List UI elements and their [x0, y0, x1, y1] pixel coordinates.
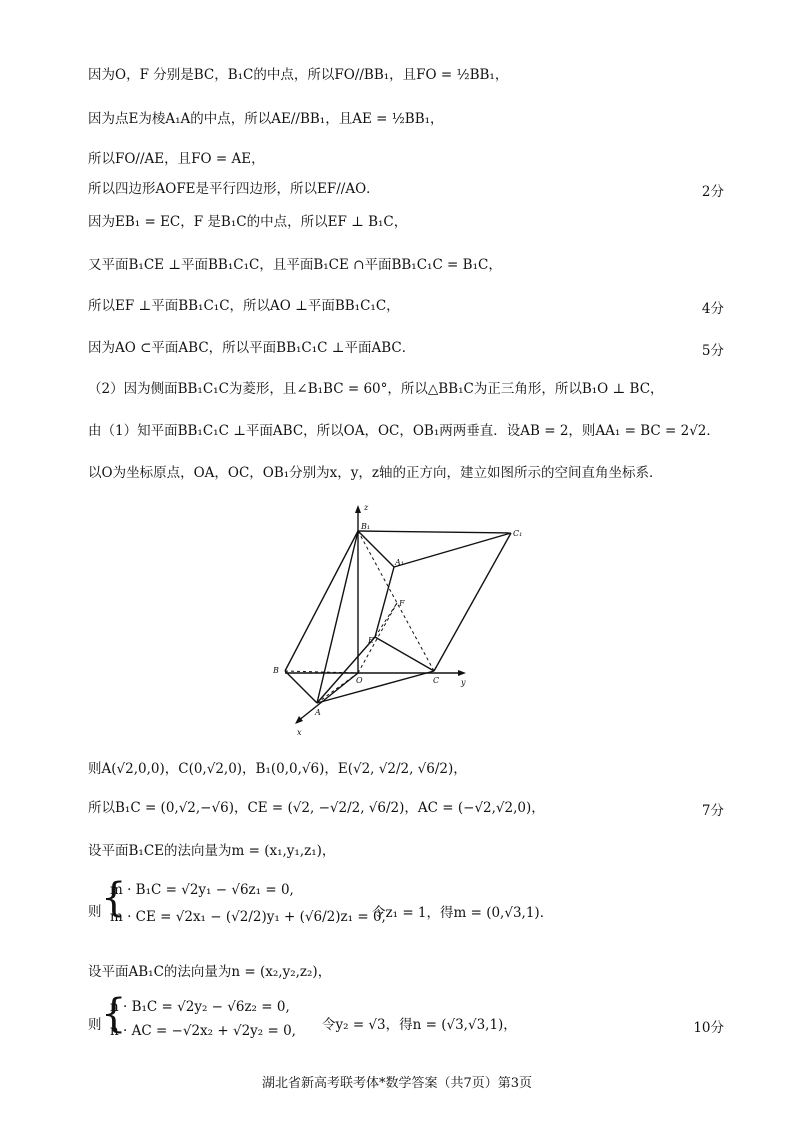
text-line-16: 设平面AB₁C的法向量为n = (x₂,y₂,z₂)，	[88, 964, 332, 980]
dashed-B1C	[358, 531, 434, 671]
page-footer: 湖北省新高考联考体*数学答案（共7页）第3页	[261, 1076, 533, 1091]
edge-B1B	[285, 531, 358, 671]
system1-eq2: m · CE = √2x₁ − (√2/2)y₁ + (√6/2)z₁ = 0,	[110, 909, 386, 925]
edge-EA	[317, 637, 375, 703]
system2-prefix: 则	[88, 1017, 102, 1033]
label-z: z	[364, 503, 369, 512]
system2-tail: 令y₂ = √3，得n = (√3,√3,1)，	[322, 1017, 517, 1033]
label-B1: B₁	[361, 522, 371, 531]
edge-BA	[285, 671, 317, 703]
text-line-10: 由（1）知平面BB₁C₁C ⊥平面ABC，所以OA，OC，OB₁两两垂直．设AB = 2，则AA₁ = BC = 2√2．	[88, 423, 720, 439]
system1-tail: 令z₁ = 1，得m = (0,√3,1)．	[372, 905, 554, 921]
score-10: 10分	[693, 1020, 724, 1036]
system2-eq2: n · AC = −√2x₂ + √2y₂ = 0,	[110, 1023, 296, 1039]
x-axis	[298, 673, 358, 721]
label-A1: A₁	[395, 558, 404, 567]
text-line-5: 因为EB₁ = EC，F 是B₁C的中点，所以EF ⊥ B₁C，	[88, 214, 408, 230]
label-x: x	[297, 728, 302, 737]
text-line-1: 因为O，F 分别是BC，B₁C的中点，所以FO//BB₁，且FO = ½BB₁，	[88, 67, 509, 83]
coordinate-figure	[265, 503, 535, 743]
edge-C1C	[434, 533, 511, 671]
system1-brace: {	[101, 875, 127, 921]
score-2: 2分	[701, 184, 724, 200]
score-5: 5分	[701, 343, 724, 359]
text-line-14: 设平面B₁CE的法向量为m = (x₁,y₁,z₁)，	[88, 843, 336, 859]
label-O: O	[356, 676, 363, 685]
label-C: C	[433, 676, 440, 685]
text-line-8: 因为AO ⊂平面ABC，所以平面BB₁C₁C ⊥平面ABC．	[88, 340, 416, 356]
system1-eq1: m · B₁C = √2y₁ − √6z₁ = 0,	[110, 882, 294, 898]
label-C1: C₁	[513, 529, 523, 538]
text-line-9: （2）因为侧面BB₁C₁C为菱形，且∠B₁BC = 60°，所以△BB₁C为正三角形，所以B₁O ⊥ BC，	[88, 381, 664, 397]
label-A: A	[315, 708, 321, 717]
label-y: y	[461, 678, 466, 687]
text-line-11: 以O为坐标原点，OA，OC，OB₁分别为x，y，z轴的正方向，建立如图所示的空间直角坐标系．	[88, 465, 663, 481]
text-line-2: 因为点E为棱A₁A的中点，所以AE//BB₁，且AE = ½BB₁，	[88, 111, 444, 127]
score-7: 7分	[701, 803, 724, 819]
text-line-7: 所以EF ⊥平面BB₁C₁C，所以AO ⊥平面BB₁C₁C，	[88, 298, 400, 314]
text-line-13: 所以B₁C = (0,√2,−√6)，CE = (√2, −√2/2, √6/2)，AC = (−√2,√2,0)，	[88, 800, 545, 816]
label-B: B	[273, 666, 279, 675]
text-line-4: 所以四边形AOFE是平行四边形，所以EF//AO．	[88, 181, 380, 197]
label-E: E	[368, 636, 374, 645]
text-line-12: 则A(√2,0,0)，C(0,√2,0)，B₁(0,0,√6)，E(√2, √2/2, √6/2)，	[88, 761, 467, 777]
system2-brace: {	[101, 991, 127, 1037]
edge-AC	[317, 671, 434, 703]
z-axis-arrow	[355, 505, 361, 513]
edge-B1A1	[358, 531, 394, 567]
edge-A1C1	[394, 533, 511, 567]
score-4: 4分	[701, 301, 724, 317]
y-axis-arrow	[458, 670, 466, 676]
edge-B1C1	[358, 531, 511, 533]
system2-eq1: n · B₁C = √2y₂ − √6z₂ = 0,	[110, 999, 290, 1015]
text-line-6: 又平面B₁CE ⊥平面BB₁C₁C，且平面B₁CE ∩平面BB₁C₁C = B₁C，	[88, 257, 502, 273]
text-line-3: 所以FO//AE，且FO = AE，	[88, 151, 265, 167]
edge-A1E	[375, 567, 394, 637]
label-F: F	[399, 599, 405, 608]
system1-prefix: 则	[88, 904, 102, 920]
